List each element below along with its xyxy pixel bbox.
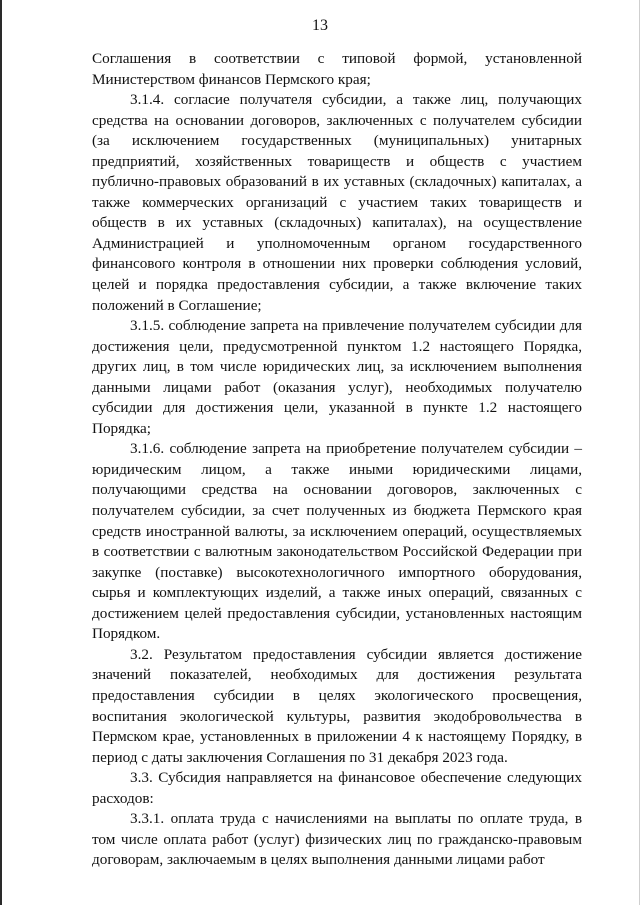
page-number: 13 bbox=[312, 17, 328, 34]
paragraph-3-1-4: 3.1.4. согласие получателя субсидии, а также лиц, получающих средства на основании договоров, заключенных с получателем субсидии (за исключением государственных (муниципальных) унитарных предприятий, хозяйственных товариществ и обществ с участием публично-правовых образований в их уставных (складочных) капиталах, а также коммерческих организаций с участием таких товариществ и обществ в их уставных (складочных) капиталах), на осуществление Администрацией и уполномоченным органом государственного финансового контроля в отношении них проверки соблюдения условий, целей и порядка предоставления субсидии, а также включение таких положений в Соглашение; bbox=[92, 91, 582, 314]
paragraph-3-3-1: 3.3.1. оплата труда с начислениями на выплаты по оплате труда, в том числе оплата работ (услуг) физических лиц по гражданско-правовым договорам, заключаемым в целях выполнения данными лицами работ bbox=[92, 810, 582, 869]
paragraph-3-2: 3.2. Результатом предоставления субсидии является достижение значений показателей, необходимых для достижения результата предоставления субсидии в целях экологического просвещения, воспитания экологической культуры, развития экодобровольчества в Пермском крае, установленных в приложении 4 к настоящему Порядку, в период с даты заключения Соглашения по 31 декабря 2023 года. bbox=[92, 645, 582, 766]
paragraph-3-1-5: 3.1.5. соблюдение запрета на привлечение получателем субсидии для достижения цели, предусмотренной пунктом 1.2 настоящего Порядка, других лиц, в том числе юридических лиц, за исключением выполнения данными лицами работ (оказания услуг), необходимых получателю субсидии для достижения цели, указанной в пункте 1.2 настоящего Порядка; bbox=[92, 317, 582, 437]
paragraph-agreement-form: Соглашения в соответствии с типовой формой, установленной Министерством финансов Пермского края; bbox=[92, 50, 582, 88]
paragraph-3-1-6: 3.1.6. соблюдение запрета на приобретение получателем субсидии – юридическим лицом, а также иными юридическими лицами, получающими средства на основании договоров, заключенных с получателем субсидии, за счет полученных из бюджета Пермского края средств иностранной валюты, за исключением операций, осуществляемых в соответствии с валютным законодательством Российской Федерации при закупке (поставке) высокотехнологичного импортного оборудования, сырья и комплектующих изделий, а также иных операций, связанных с достижением целей предоставления субсидии, установленных настоящим Порядком. bbox=[92, 440, 582, 643]
paragraph-3-3: 3.3. Субсидия направляется на финансовое обеспечение следующих расходов: bbox=[92, 769, 582, 807]
scan-left-edge bbox=[0, 0, 2, 905]
document-body bbox=[92, 49, 582, 871]
